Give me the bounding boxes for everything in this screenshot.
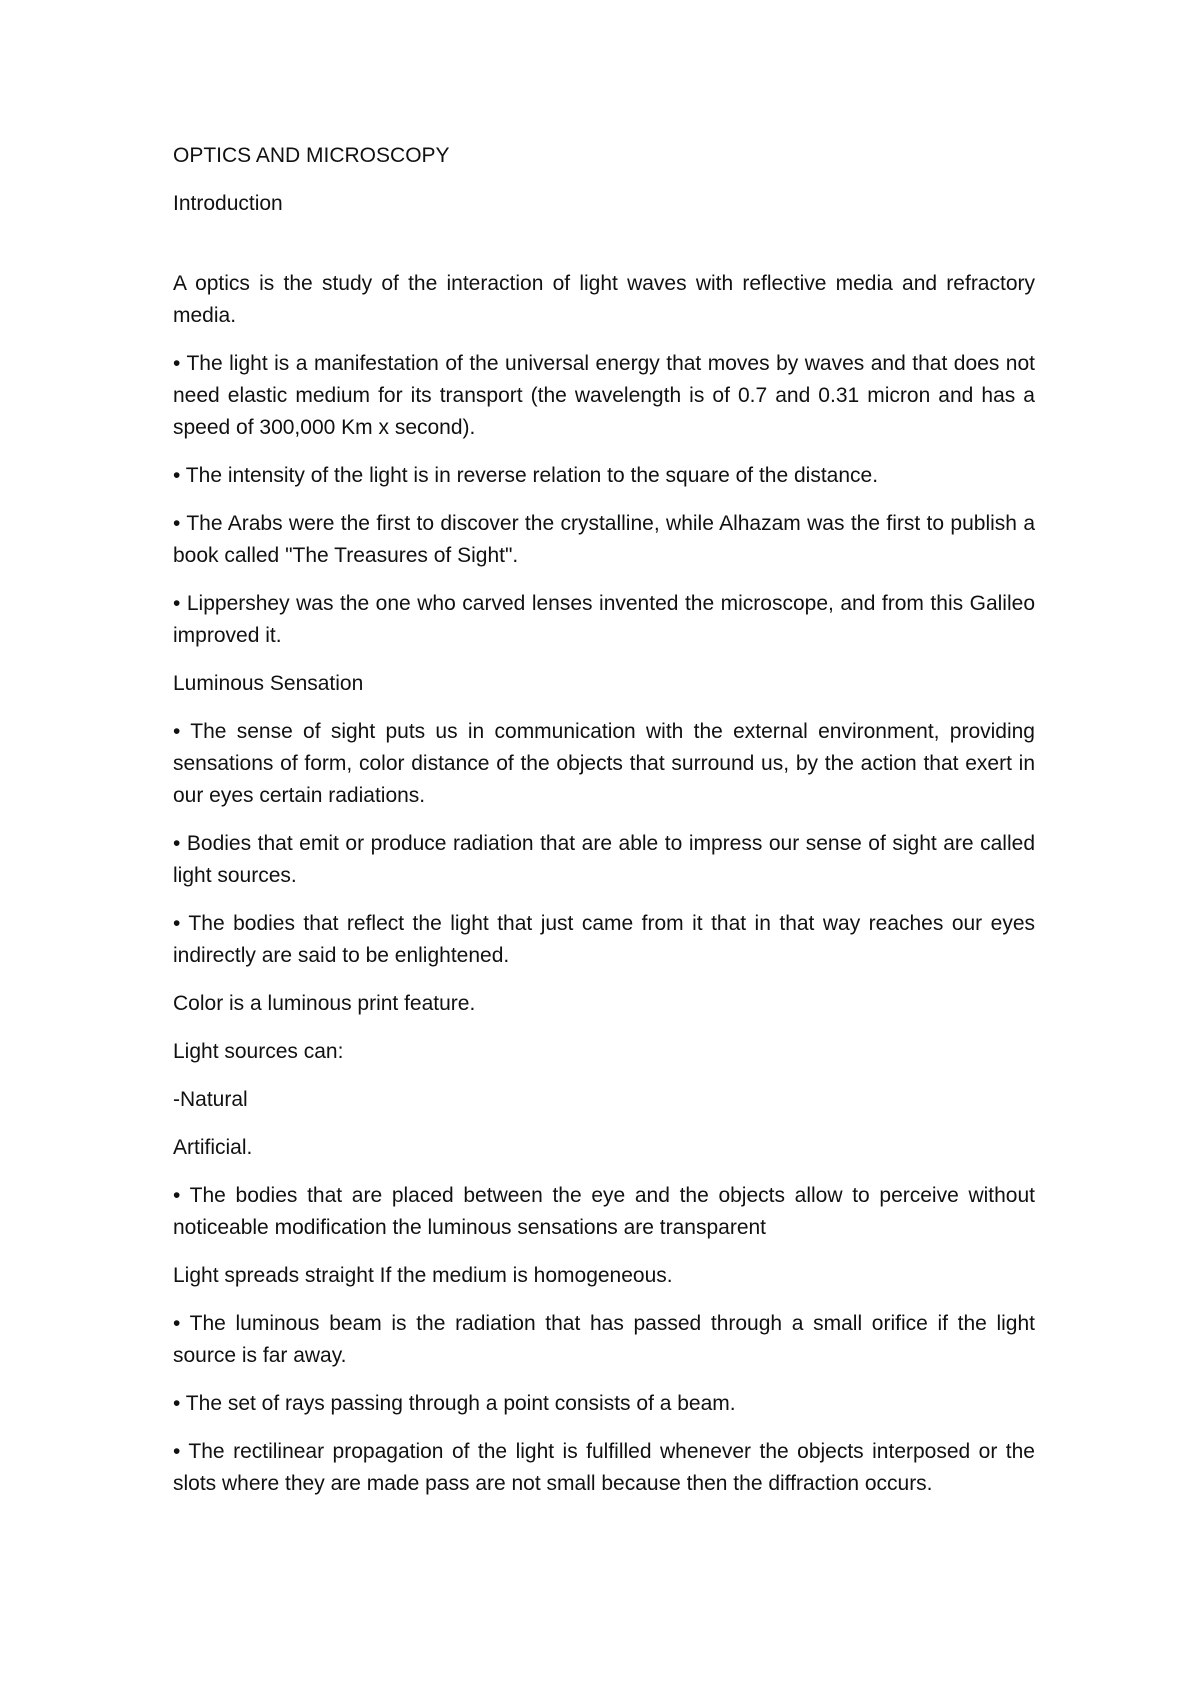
- paragraph: Luminous Sensation: [173, 672, 364, 695]
- paragraph: Color is a luminous print feature.: [173, 992, 476, 1015]
- paragraph: • The rectilinear propagation of the light is fulfilled whenever the objects interposed or the slots where they are made pass are not small because then the diffraction occurs.: [173, 1440, 1035, 1495]
- paragraph: -Natural: [173, 1088, 248, 1111]
- paragraph: Light sources can:: [173, 1040, 344, 1063]
- paragraph: • Lippershey was the one who carved lenses invented the microscope, and from this Galileo improved it.: [173, 592, 1035, 647]
- paragraph: • The bodies that are placed between the eye and the objects allow to perceive without noticeable modification the luminous sensations are transparent: [173, 1184, 1035, 1239]
- section-heading-introduction: Introduction: [173, 192, 283, 215]
- paragraph: • The bodies that reflect the light that just came from it that in that way reaches our eyes indirectly are said to be enlightened.: [173, 912, 1035, 967]
- paragraph: Light spreads straight If the medium is homogeneous.: [173, 1264, 673, 1287]
- document-title: OPTICS AND MICROSCOPY: [173, 144, 450, 167]
- paragraph: • The luminous beam is the radiation that has passed through a small orifice if the light source is far away.: [173, 1312, 1035, 1367]
- paragraph: • The set of rays passing through a point consists of a beam.: [173, 1392, 736, 1415]
- paragraph: • The intensity of the light is in reverse relation to the square of the distance.: [173, 464, 879, 487]
- paragraph: • The light is a manifestation of the universal energy that moves by waves and that does not need elastic medium for its transport (the wavelength is of 0.7 and 0.31 micron and has a speed of 300,000 Km x second).: [173, 352, 1035, 439]
- document-body: [173, 268, 1035, 1500]
- paragraph: • The Arabs were the first to discover the crystalline, while Alhazam was the first to publish a book called "The Treasures of Sight".: [173, 512, 1035, 567]
- document-page: [173, 140, 1035, 1516]
- paragraph: • The sense of sight puts us in communication with the external environment, providing sensations of form, color distance of the objects that surround us, by the action that exert in our eyes certain radiations.: [173, 720, 1035, 807]
- paragraph: • Bodies that emit or produce radiation that are able to impress our sense of sight are called light sources.: [173, 832, 1035, 887]
- paragraph: Artificial.: [173, 1136, 253, 1159]
- paragraph: A optics is the study of the interaction of light waves with reflective media and refractory media.: [173, 272, 1035, 327]
